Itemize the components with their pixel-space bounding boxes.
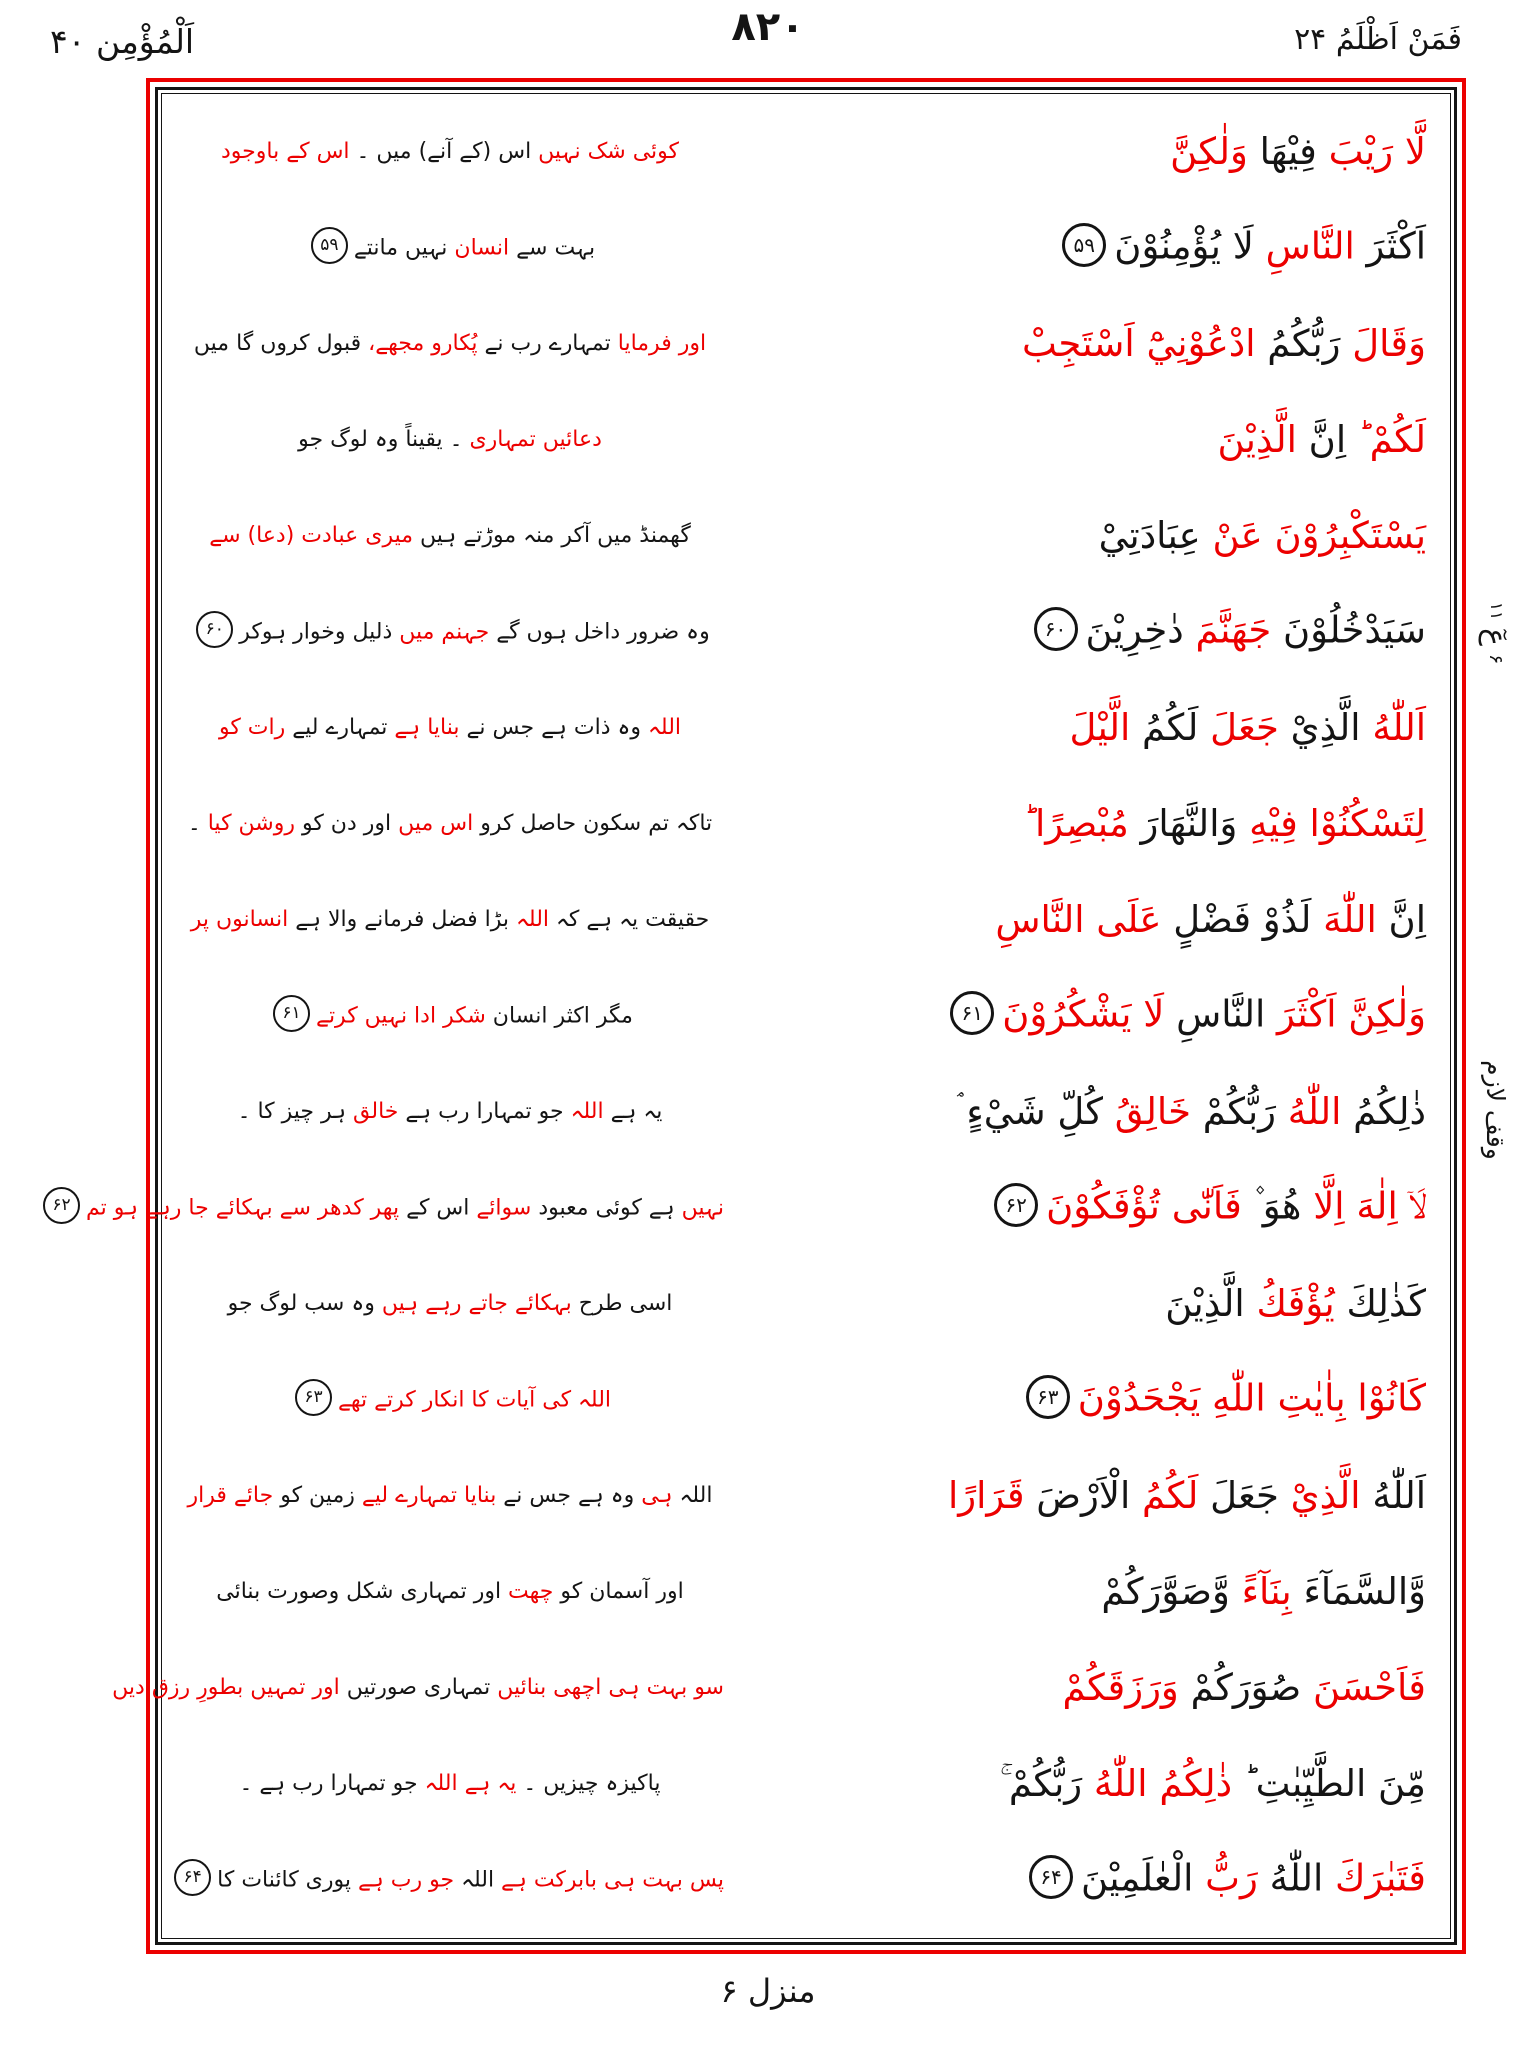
text-segment: لِتَسْكُنُوْا فِيْهِ <box>1237 801 1426 845</box>
urdu-translation-line <box>176 140 724 164</box>
text-segment: پاکیزہ چیزیں ۔ <box>516 1770 661 1796</box>
text-segment: خَالِقُ <box>1102 1089 1192 1133</box>
text-segment: فَاَنّٰى تُؤْفَكُوْنَ <box>1046 1184 1242 1228</box>
urdu-translation-line <box>176 908 724 932</box>
urdu-translation-line <box>176 230 724 267</box>
text-segment: اس کے <box>399 1195 470 1220</box>
text-segment: پس بہت ہی بابرکت ہے <box>494 1867 724 1892</box>
verse-row <box>176 392 1436 488</box>
text-segment: رَبُّكُمُ <box>1255 321 1341 365</box>
ruku-number-bottom: ۱۱ <box>1486 601 1506 621</box>
text-segment: يَسْتَكْبِرُوْنَ عَنْ <box>1200 513 1426 557</box>
verse-row <box>176 1352 1436 1448</box>
text-segment: اللہ کی آیات کا انکار کرتے تھے <box>337 1387 612 1412</box>
arabic-verse-line <box>724 897 1436 941</box>
text-segment: بہت سے <box>509 235 596 260</box>
text-segment: ذٰلِكُمُ <box>1341 1089 1426 1133</box>
verse-row <box>176 1064 1436 1160</box>
urdu-translation-line <box>176 1862 724 1899</box>
text-segment: پُکارو مجھے، <box>361 330 478 356</box>
verse-row <box>176 872 1436 968</box>
text-segment: وَرَزَقَكُمْ <box>1062 1665 1179 1709</box>
verse-row <box>176 104 1436 200</box>
text-segment: اللہ <box>509 906 550 932</box>
text-segment: لَا يَشْكُرُوْنَ <box>1002 992 1165 1036</box>
text-segment: کوئی شک نہیں <box>531 138 679 164</box>
text-segment: وَالنَّهَارَ <box>1128 801 1238 845</box>
text-segment: النَّاسِ <box>1253 224 1355 268</box>
text-segment: یہ ہے اللہ <box>417 1770 517 1796</box>
text-segment: اور دن کو <box>294 810 392 836</box>
verse-row <box>176 1544 1436 1640</box>
page-border-red <box>52 78 1466 1954</box>
urdu-translation-line <box>176 1772 724 1796</box>
text-segment: ادْعُوْنِيْٓ اَسْتَجِبْ <box>1022 321 1256 365</box>
text-segment: الَّذِيْ <box>1278 705 1361 749</box>
verse-row <box>176 488 1436 584</box>
text-segment: وہ ضرور داخل ہوں گے <box>489 619 710 644</box>
ruku-marker <box>1475 581 1517 685</box>
text-segment: یہ ہے <box>603 1098 663 1124</box>
text-segment: الْعٰلَمِيْنَ <box>1081 1856 1194 1900</box>
urdu-translation-line <box>176 524 724 548</box>
text-segment: ہے کوئی معبود <box>531 1195 675 1220</box>
text-segment: مِّنَ الطَّيِّبٰتِ ؕ <box>1232 1761 1426 1805</box>
text-segment: سوائے <box>469 1195 532 1220</box>
text-segment: اِنَّ <box>1296 417 1347 461</box>
urdu-translation-line <box>176 614 724 651</box>
text-segment: ذلیل وخوار ہوکر <box>239 619 393 644</box>
text-segment: جو تمہارا رب ہے ۔ <box>239 1770 418 1796</box>
verse-row <box>112 1640 1436 1736</box>
arabic-verse-line <box>724 994 1436 1038</box>
text-segment: الَّذِيْ <box>1278 1473 1361 1517</box>
text-segment: اور فرمایا <box>610 330 707 356</box>
text-segment: الَّيْلَ <box>1069 705 1131 749</box>
arabic-verse-line <box>724 321 1436 365</box>
text-segment: اَللّٰهُ <box>1360 1473 1426 1517</box>
ruku-ain-letter: عٓ <box>1478 628 1514 646</box>
text-segment: وَقَالَ <box>1340 321 1426 365</box>
text-segment: وَّصَوَّرَكُمْ <box>1101 1569 1230 1613</box>
text-segment: مُبْصِرًا ؕ <box>1023 801 1129 845</box>
text-segment: قبول کروں گا میں <box>193 330 362 356</box>
urdu-translation-line <box>176 1580 724 1604</box>
text-segment: ہر چیز کا ۔ <box>237 1098 347 1124</box>
text-segment: صُوَرَكُمْ <box>1178 1665 1302 1709</box>
text-segment: كُلِّ شَيْءٍ ۘ <box>957 1089 1103 1133</box>
verse-row <box>176 584 1436 680</box>
text-segment: جو رب ہے <box>351 1867 455 1892</box>
arabic-verse-line <box>724 1665 1436 1709</box>
text-segment: بنایا ہے <box>387 714 460 740</box>
urdu-translation-line <box>176 998 724 1035</box>
verse-row <box>176 1736 1436 1832</box>
urdu-translation-line <box>176 332 724 356</box>
text-segment: دٰخِرِيْنَ <box>1085 608 1184 652</box>
text-segment: يُؤْفَكُ <box>1244 1281 1335 1325</box>
verse-row <box>176 776 1436 872</box>
verse-row <box>176 1448 1436 1544</box>
urdu-translation-line <box>176 1292 724 1316</box>
text-segment: اللہ <box>672 1482 713 1508</box>
text-segment: لَاۤ اِلٰهَ اِلَّا <box>1301 1184 1426 1228</box>
text-segment: رَبُّكُمْ ۚ <box>999 1761 1083 1805</box>
verse-rows-container <box>52 104 1436 1928</box>
text-segment: تمہاری صورتیں <box>339 1674 491 1700</box>
text-segment: اِنَّ <box>1376 897 1426 941</box>
text-segment: بنایا تمہارے لیے <box>354 1482 497 1508</box>
text-segment: وَلٰكِنَّ اَكْثَرَ <box>1265 992 1426 1036</box>
ruku-number-top: ۶ <box>1485 653 1507 665</box>
text-segment: لَكُمُ <box>1130 1473 1199 1517</box>
arabic-verse-line <box>724 1858 1436 1902</box>
text-segment: اس کے باوجود <box>221 138 350 164</box>
text-segment: كَذٰلِكَ <box>1334 1281 1426 1325</box>
text-segment: الْاَرْضَ <box>1024 1473 1131 1517</box>
urdu-translation-line <box>176 1382 724 1419</box>
text-segment: وہ سب لوگ جو <box>227 1290 375 1316</box>
text-segment: اللہ <box>563 1098 604 1124</box>
text-segment: سو بہت ہی اچھی بنائیں <box>490 1674 724 1700</box>
text-segment: وہ ہے جس نے <box>496 1482 635 1508</box>
arabic-verse-line <box>724 705 1436 749</box>
text-segment: اللّٰهُ <box>1257 1856 1324 1900</box>
text-segment: جَعَلَ <box>1198 705 1279 749</box>
verse-number-badge: ۶۳ <box>1026 1375 1070 1419</box>
text-segment: لَذُوْ فَضْلٍ <box>1161 897 1312 941</box>
verse-number-badge: ۶۱ <box>950 991 994 1035</box>
waqf-lazim-note: وقف لازم <box>1481 1060 1511 1160</box>
verse-row <box>176 1256 1436 1352</box>
urdu-translation-line <box>52 1190 724 1227</box>
verse-row <box>176 968 1436 1064</box>
text-segment: لَكُمْ ؕ <box>1346 417 1426 461</box>
arabic-verse-line <box>724 1089 1436 1133</box>
verse-row <box>176 1832 1436 1928</box>
verse-row <box>176 296 1436 392</box>
text-segment: اس (کے آنے) میں ۔ <box>349 138 532 164</box>
text-segment: الَّذِيْنَ <box>1165 1281 1245 1325</box>
urdu-translation-line <box>176 428 724 452</box>
text-segment: لَكُمُ <box>1130 705 1199 749</box>
arabic-verse-line <box>724 1761 1436 1805</box>
text-segment: عَلَى النَّاسِ <box>995 897 1162 941</box>
verse-number-badge: ۶۱ <box>273 995 310 1032</box>
text-segment: گھمنڈ میں آکر منہ موڑتے ہیں <box>413 522 691 548</box>
surah-name-header: اَلْمُؤْمِن ۴۰ <box>50 22 195 61</box>
page-border-black-inner <box>52 93 1451 1939</box>
text-segment: اسی طرح <box>571 1290 673 1316</box>
text-segment: وہ ذات ہے جس نے <box>459 714 642 740</box>
text-segment: پھر کدھر سے بہکائے جا رہے ہو تم <box>86 1195 400 1220</box>
verse-number-badge: ۶۰ <box>1034 607 1078 651</box>
urdu-translation-line <box>176 812 724 836</box>
arabic-verse-line <box>724 513 1436 557</box>
text-segment: تمہارے لیے <box>285 714 388 740</box>
verse-row <box>52 1160 1436 1256</box>
text-segment: تاکہ تم سکون حاصل کرو <box>473 810 713 836</box>
text-segment: تمہارے رب نے <box>477 330 611 356</box>
verse-number-badge: ۶۴ <box>174 1859 211 1896</box>
text-segment: پوری کائنات کا <box>217 1867 352 1892</box>
arabic-verse-line <box>724 610 1436 654</box>
text-segment: رَبُّ <box>1193 1856 1258 1900</box>
arabic-verse-line <box>724 1186 1436 1230</box>
text-segment: شکر ادا نہیں کرتے <box>316 1003 486 1028</box>
text-segment: بہکائے جاتے رہے ہیں <box>374 1290 572 1316</box>
page-number: ٨٢٠ <box>731 4 805 50</box>
text-segment: ۔ <box>187 810 201 836</box>
verse-number-badge: ۶۲ <box>43 1187 80 1224</box>
text-segment: سَيَدْخُلُوْنَ <box>1271 608 1426 652</box>
arabic-verse-line <box>724 1378 1436 1422</box>
urdu-translation-line <box>176 1100 724 1124</box>
text-segment: اللّٰهُ <box>1276 1089 1342 1133</box>
text-segment: انسانوں پر <box>190 906 289 932</box>
text-segment: دعائیں تمہاری <box>462 426 602 452</box>
urdu-translation-line <box>112 1674 724 1700</box>
text-segment: اَكْثَرَ <box>1354 224 1426 268</box>
page-border-black <box>52 87 1457 1945</box>
text-segment: اَللّٰهُ <box>1360 705 1426 749</box>
verse-number-badge: ۶۳ <box>295 1379 332 1416</box>
urdu-translation-line <box>176 716 724 740</box>
text-segment: اللہ <box>454 1867 495 1892</box>
urdu-translation-line <box>176 1484 724 1508</box>
text-segment: خالق <box>346 1098 399 1124</box>
text-segment: بِنَآءً <box>1229 1569 1292 1613</box>
text-segment: میری عبادت (دعا) سے <box>209 522 414 548</box>
juz-name-header: فَمَنْ اَظْلَمُ ۲۴ <box>1294 22 1462 57</box>
text-segment: اس میں <box>391 810 474 836</box>
text-segment: اللہ <box>641 714 682 740</box>
text-segment: اور تمہاری شکل وصورت بنائی <box>216 1578 502 1604</box>
text-segment: ذٰلِكُمُ اللّٰهُ <box>1082 1761 1233 1805</box>
text-segment: اور تمہیں بطورِ رزق دیں <box>112 1674 340 1700</box>
text-segment: نہیں مانتے <box>353 235 448 260</box>
text-segment: النَّاسِ <box>1164 992 1266 1036</box>
text-segment: نہیں <box>674 1195 724 1220</box>
text-segment: جو تمہارا رب ہے <box>398 1098 564 1124</box>
text-segment: فَاَحْسَنَ <box>1301 1665 1426 1709</box>
verse-row <box>176 680 1436 776</box>
text-segment: بڑا فضل فرمانے والا ہے <box>288 906 510 932</box>
text-segment: هُوَ ۫ <box>1241 1184 1302 1228</box>
arabic-verse-line <box>724 226 1436 270</box>
verse-number-badge: ۵۹ <box>311 227 348 264</box>
verse-number-badge: ۶۴ <box>1029 1855 1073 1899</box>
text-segment: لَا يُؤْمِنُوْنَ <box>1114 224 1254 268</box>
text-segment: عِبَادَتِيْ <box>1098 513 1201 557</box>
text-segment: فَتَبٰرَكَ <box>1323 1856 1426 1900</box>
text-segment: انسان <box>447 235 510 260</box>
verse-number-badge: ۶۰ <box>196 611 233 648</box>
text-segment: ہی <box>634 1482 673 1508</box>
text-segment: الَّذِيْنَ <box>1217 417 1297 461</box>
text-segment: جہنم میں <box>392 619 490 644</box>
text-segment: رَبُّكُمْ <box>1191 1089 1277 1133</box>
text-segment: وَّالسَّمَآءَ <box>1291 1569 1426 1613</box>
text-segment: زمین کو <box>273 1482 355 1508</box>
arabic-verse-line <box>724 129 1436 173</box>
text-segment: جائے قرار <box>187 1482 274 1508</box>
text-segment: جَعَلَ <box>1198 1473 1279 1517</box>
arabic-verse-line <box>724 1569 1436 1613</box>
text-segment: مگر اکثر انسان <box>485 1003 633 1028</box>
arabic-verse-line <box>724 417 1436 461</box>
manzil-footer: منزل ۶ <box>720 1972 816 2010</box>
text-segment: حقیقت یہ ہے کہ <box>549 906 710 932</box>
arabic-verse-line <box>724 1281 1436 1325</box>
text-segment: فِيْهَا <box>1247 129 1317 173</box>
text-segment: روشن کیا <box>200 810 295 836</box>
arabic-verse-line <box>724 1473 1436 1517</box>
text-segment: چھت <box>501 1578 554 1604</box>
text-segment: ۔ یقیناً وہ لوگ جو <box>298 426 463 452</box>
text-segment: كَانُوْا بِاٰيٰتِ اللّٰهِ يَجْحَدُوْنَ <box>1077 1376 1426 1420</box>
verse-row <box>176 200 1436 296</box>
verse-number-badge: ۶۲ <box>994 1183 1038 1227</box>
text-segment: لَّا رَيْبَ <box>1316 129 1426 173</box>
text-segment: جَهَنَّمَ <box>1183 608 1272 652</box>
verse-number-badge: ۵۹ <box>1062 223 1106 267</box>
text-segment: رات کو <box>218 714 286 740</box>
text-segment: وَلٰكِنَّ <box>1170 129 1248 173</box>
arabic-verse-line <box>724 801 1436 845</box>
text-segment: قَرَارًا <box>948 1473 1025 1517</box>
text-segment: اللّٰهَ <box>1311 897 1377 941</box>
text-segment: اور آسمان کو <box>553 1578 684 1604</box>
